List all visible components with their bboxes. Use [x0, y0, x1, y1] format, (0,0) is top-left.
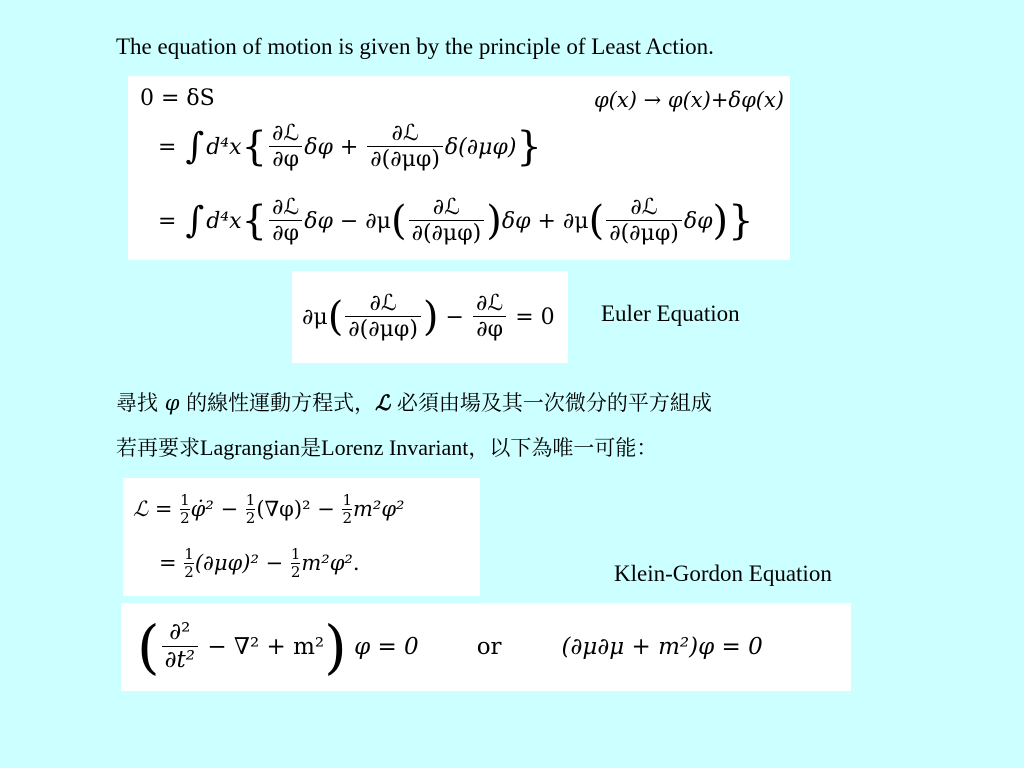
chinese-text-line-1: 尋找 φ 的線性運動方程式，ℒ 必須由場及其一次微分的平方組成 [116, 390, 712, 415]
field-variation-rhs: φ(x)+δφ(x) [667, 88, 784, 112]
action-line-2: = ∫ d⁴x { $\frac{\text{∂ℒ}}{\partial\varphi}$ δφ + $\frac{\text{∂ℒ}}{\partial(\partial\mu\varphi)}$ δ(∂μφ) } [158, 120, 542, 172]
fraction: $\frac{\text{∂ℒ}}{\partial\varphi}$ [473, 291, 506, 344]
action-line-1: 0 = δS [140, 86, 215, 111]
or-separator: or [476, 634, 502, 660]
fraction: $\frac{\text{∂ℒ}}{\partial\varphi}$ [269, 195, 302, 248]
arrow-icon: → [643, 88, 662, 112]
fraction: $\frac{\text{∂ℒ}}{\partial(\partial\mu\varphi)}$ [367, 121, 443, 174]
euler-equation: ∂μ ( $\frac{\text{∂ℒ}}{\partial(\partial\mu\varphi)}$ ) − $\frac{\text{∂ℒ}}{\partial\varphi}$ = 0 [302, 290, 555, 342]
one-half: $\frac{1}{2}$ [342, 491, 353, 527]
integral-sign: ∫ [185, 126, 205, 167]
klein-gordon-label: Klein-Gordon Equation [614, 561, 832, 586]
lagrangian-line-2: = $\frac{1}{2}$ (∂μφ)² − $\frac{1}{2}$ m²φ² . [159, 545, 360, 581]
action-line-3: = ∫ d⁴x { $\frac{\text{∂ℒ}}{\partial\varphi}$ δφ − ∂μ ( $\frac{\text{∂ℒ}}{\partial(\partial\mu\varphi)}$ ) δφ + ∂μ ( $\frac{\text{∂ℒ}}{\partial(\partial\mu\varphi)}$ δφ ) } [158, 194, 754, 246]
chinese-text-line-2: 若再要求Lagrangian是Lorenz Invariant，以下為唯一可能： [116, 435, 658, 460]
klein-gordon-equation: ( $\frac{\text{∂²}}{\text{∂t²}}$ − ∇² + m² ) φ = 0 or (∂μ∂μ + m²)φ = 0 [137, 613, 763, 681]
one-half: $\frac{1}{2}$ [245, 491, 256, 527]
one-half: $\frac{1}{2}$ [184, 545, 194, 581]
action-variation-box [128, 76, 790, 260]
lagrangian-box [123, 478, 480, 596]
klein-gordon-box [121, 603, 851, 691]
slide-title: The equation of motion is given by the principle of Least Action. [116, 34, 714, 59]
lagrangian-line-1: ℒ = $\frac{1}{2}$ φ̇² − $\frac{1}{2}$ (∇φ)² − $\frac{1}{2}$ m²φ² [133, 491, 405, 527]
one-half: $\frac{1}{2}$ [290, 545, 301, 581]
fraction: $\frac{\text{∂ℒ}}{\partial(\partial\mu\varphi)}$ [606, 195, 682, 248]
fraction: $\frac{\text{∂²}}{\text{∂t²}}$ [162, 619, 198, 674]
one-half: $\frac{1}{2}$ [180, 491, 190, 527]
covariant-form: (∂μ∂μ + m²)φ = 0 [561, 634, 763, 660]
fraction: $\frac{\text{∂ℒ}}{\partial\varphi}$ [269, 121, 302, 174]
fraction: $\frac{\text{∂ℒ}}{\partial(\partial\mu\varphi)}$ [409, 195, 485, 248]
euler-equation-box [292, 271, 568, 363]
euler-equation-label: Euler Equation [601, 301, 740, 326]
integral-sign: ∫ [185, 200, 205, 241]
fraction: $\frac{\text{∂ℒ}}{\partial(\partial\mu\varphi)}$ [345, 291, 421, 344]
field-variation [594, 88, 784, 112]
field-variation-lhs: φ(x) [593, 88, 637, 112]
